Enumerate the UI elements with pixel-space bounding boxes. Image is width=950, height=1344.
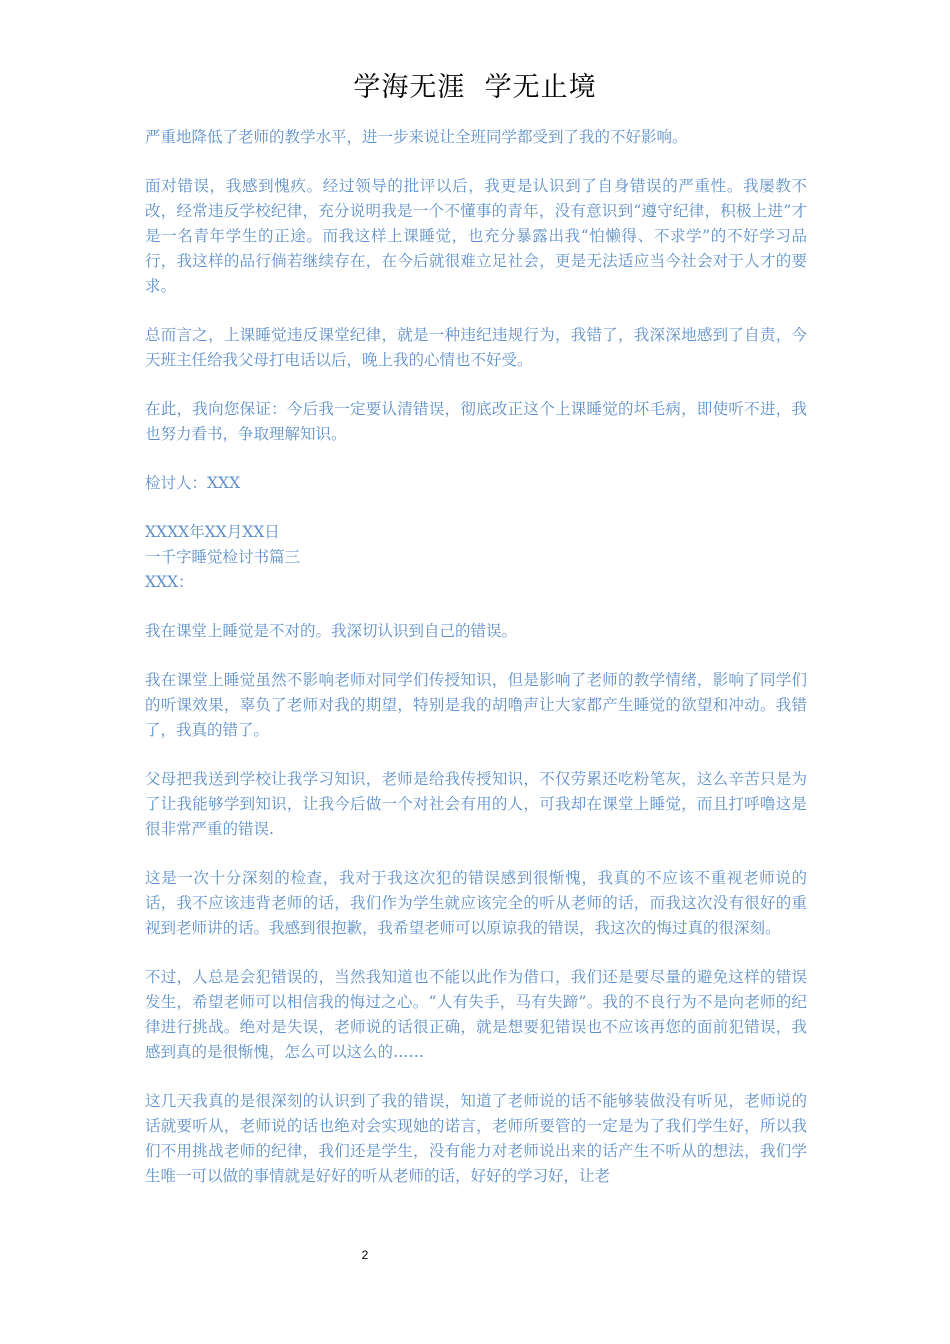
page-number: 2 (361, 1248, 369, 1262)
salutation: XXX： (145, 573, 194, 591)
document-body (145, 125, 807, 1189)
paragraph-6: 我在课堂上睡觉虽然不影响老师对同学们传授知识，但是影响了老师的教学情绪，影响了同学们的听课效果，辜负了老师对我的期望，特别是我的胡噜声让大家都产生睡觉的欲望和冲动。我错了，我真的错了。 (145, 671, 807, 739)
paragraph-4: 在此，我向您保证：今后我一定要认清错误，彻底改正这个上课睡觉的坏毛病，即使听不进，我也努力看书，争取理解知识。 (145, 400, 807, 443)
paragraph-10: 这几天我真的是很深刻的认识到了我的错误，知道了老师说的话不能够装做没有听见，老师说的话就要听从，老师说的话也绝对会实现她的诺言，老师所要管的一定是为了我们学生好，所以我们不用挑战老师的纪律，我们还是学生，没有能力对老师说出来的话产生不听从的想法，我们学生唯一可以做的事情就是好好的听从老师的话，好好的学习好，让老 (145, 1092, 807, 1185)
paragraph-8: 这是一次十分深刻的检查，我对于我这次犯的错误感到很惭愧，我真的不应该不重视老师说的话，我不应该违背老师的话，我们作为学生就应该完全的听从老师的话，而我这次没有很好的重视到老师讲的话。我感到很抱歉，我希望老师可以原谅我的错误，我这次的悔过真的很深刻。 (145, 869, 807, 937)
page-header-title: 学海无涯 学无止境 (353, 72, 597, 103)
date-line: XXXX年XX月XX日 (145, 523, 280, 541)
paragraph-5: 我在课堂上睡觉是不对的。我深切认识到自己的错误。 (145, 622, 518, 640)
paragraph-1: 严重地降低了老师的教学水平，进一步来说让全班同学都受到了我的不好影响。 (145, 128, 688, 146)
signature-line: 检讨人：XXX (145, 474, 241, 492)
paragraph-9: 不过，人总是会犯错误的，当然我知道也不能以此作为借口，我们还是要尽量的避免这样的错误发生，希望老师可以相信我的悔过之心。“人有失手，马有失蹄”。我的不良行为不是向老师的纪律进行挑战。绝对是失误，老师说的话很正确，就是想要犯错误也不应该再您的面前犯错误，我感到真的是很惭愧，怎么可以这么的…… (145, 968, 807, 1061)
paragraph-2: 面对错误，我感到愧疚。经过领导的批评以后，我更是认识到了自身错误的严重性。我屡教不改，经常违反学校纪律，充分说明我是一个不懂事的青年，没有意识到“遵守纪律，积极上进”才是一名青年学生的正途。而我这样上课睡觉，也充分暴露出我“怕懒得、不求学”的不好学习品行，我这样的品行倘若继续存在，在今后就很难立足社会，更是无法适应当今社会对于人才的要求。 (145, 177, 807, 295)
section-heading: 一千字睡觉检讨书篇三 (145, 548, 301, 566)
paragraph-7: 父母把我送到学校让我学习知识，老师是给我传授知识，不仅劳累还吃粉笔灰，这么辛苦只是为了让我能够学到知识，让我今后做一个对社会有用的人，可我却在课堂上睡觉，而且打呼噜这是很非常严重的错误. (145, 770, 807, 838)
paragraph-3: 总而言之，上课睡觉违反课堂纪律，就是一种违纪违规行为，我错了，我深深地感到了自责，今天班主任给我父母打电话以后，晚上我的心情也不好受。 (145, 326, 807, 369)
